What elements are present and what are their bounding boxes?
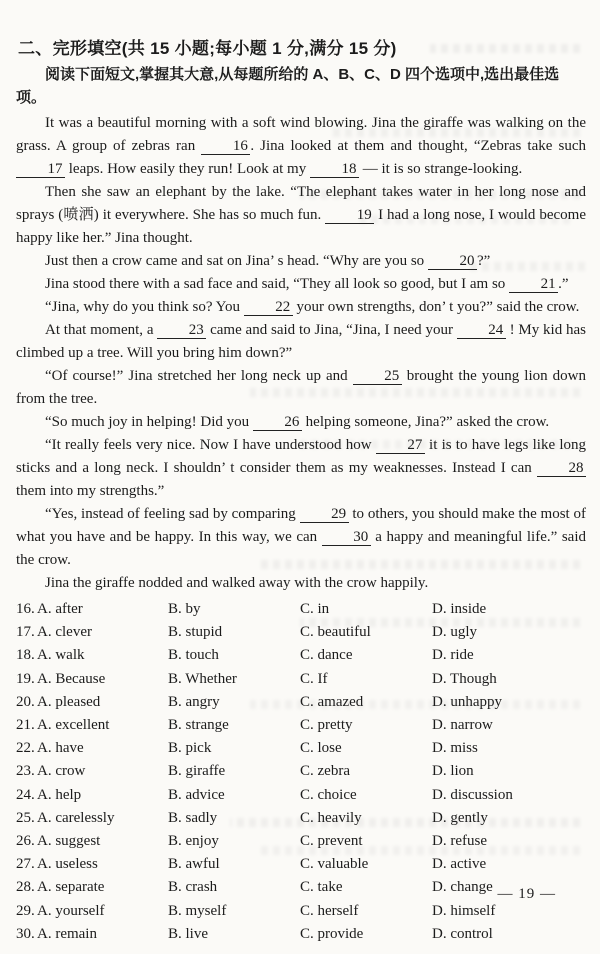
option-c: C. take — [300, 879, 343, 896]
option-c: C. beautiful — [300, 624, 371, 641]
cloze-blank-19: 19 — [325, 208, 374, 224]
option-c: C. If — [300, 670, 328, 687]
option-d: D. refuse — [432, 833, 487, 850]
option-b: B. crash — [168, 879, 218, 896]
option-d: D. Though — [432, 670, 497, 687]
option-c: C. zebra — [300, 763, 350, 780]
cloze-blank-16: 16 — [201, 139, 250, 155]
option-b: B. angry — [168, 693, 220, 710]
cloze-blank-17: 17 — [16, 162, 65, 178]
passage-paragraph: Then she saw an elephant by the lake. “The elephant takes water in her long nose and sprays (喷洒) it everywhere. She has so much fun. 19 I had a long nose, I would become happy like her.” Jina thought. — [16, 184, 586, 246]
option-c: C. heavily — [300, 809, 362, 826]
option-a: A. yourself — [37, 902, 105, 919]
question-row-25 — [16, 807, 586, 830]
passage-paragraph: It was a beautiful morning with a soft wind blowing. Jina the giraffe was walking on the grass. A group of zebras ran 16 . Jina looked at them and thought, “Zebras take such 17 leaps. How easily they run! Look at my 18 — it is so strange-looking. — [16, 115, 586, 177]
cloze-blank-18: 18 — [310, 162, 359, 178]
question-number: 21. — [16, 717, 35, 734]
question-number: 23. — [16, 763, 35, 780]
cloze-blank-22: 22 — [244, 300, 293, 316]
option-a: A. suggest — [37, 833, 101, 850]
option-d: D. miss — [432, 740, 478, 757]
question-number: 22. — [16, 740, 35, 757]
question-number: 16. — [16, 601, 35, 617]
option-a: A. excellent — [37, 717, 110, 734]
option-d: D. gently — [432, 809, 488, 826]
passage-paragraph: Jina stood there with a sad face and said, “They all look so good, but I am so 21 .” — [45, 276, 569, 292]
question-row-20 — [16, 691, 586, 714]
passage-paragraph: At that moment, a 23 came and said to Jina, “Jina, I need your 24 ! My kid has climbed up a tree. Will you bring him down?” — [16, 322, 587, 361]
option-d: D. himself — [432, 902, 496, 919]
passage-paragraph: “So much joy in helping! Did you 26 helping someone, Jina?” asked the crow. — [45, 414, 550, 430]
passage-paragraph: Just then a crow came and sat on Jina’ s head. “Why are you so 20 ?” — [45, 253, 491, 269]
passage-paragraph: “Of course!” Jina stretched her long neck up and 25 brought the young lion down from the tree. — [16, 368, 587, 407]
option-a: A. carelessly — [37, 809, 115, 826]
option-a: A. after — [37, 601, 83, 617]
option-d: D. active — [432, 856, 487, 873]
passage-paragraph: “Jina, why do you think so? You 22 your own strengths, don’ t you?” said the crow. — [45, 299, 580, 315]
option-c: C. herself — [300, 902, 359, 919]
option-b: B. enjoy — [168, 833, 219, 850]
passage-paragraph: Jina the giraffe nodded and walked away with the crow happily. — [45, 575, 429, 591]
option-a: A. separate — [37, 879, 105, 896]
question-row-29 — [16, 900, 586, 923]
option-a: A. pleased — [37, 693, 101, 710]
option-a: A. walk — [37, 647, 85, 664]
question-row-16 — [16, 598, 586, 621]
option-b: B. sadly — [168, 809, 218, 826]
cloze-blank-25: 25 — [353, 369, 402, 385]
option-c: C. prevent — [300, 833, 363, 850]
option-a: A. crow — [37, 763, 86, 780]
option-b: B. live — [168, 925, 208, 942]
question-number: 19. — [16, 670, 35, 687]
option-d: D. narrow — [432, 717, 493, 734]
cloze-blank-27: 27 — [376, 438, 425, 454]
question-number: 29. — [16, 902, 35, 919]
section-instruction: 阅读下面短文,掌握其大意,从每题所给的 A、B、C、D 四个选项中,选出最佳选项。 — [16, 66, 560, 106]
cloze-blank-24: 24 — [457, 323, 506, 339]
option-b: B. Whether — [168, 670, 237, 687]
question-row-19 — [16, 668, 586, 691]
question-row-30 — [16, 923, 586, 946]
option-c: C. choice — [300, 786, 357, 803]
question-number: 27. — [16, 856, 35, 873]
question-number: 26. — [16, 833, 35, 850]
option-d: D. control — [432, 925, 493, 942]
option-d: D. change — [432, 879, 493, 896]
cloze-blank-29: 29 — [300, 507, 349, 523]
cloze-blank-20: 20 — [428, 254, 477, 270]
cloze-blank-21: 21 — [509, 277, 558, 293]
question-number: 25. — [16, 809, 35, 826]
option-b: B. awful — [168, 856, 220, 873]
question-number: 20. — [16, 693, 35, 710]
option-a: A. have — [37, 740, 84, 757]
question-row-27 — [16, 853, 586, 876]
cloze-blank-23: 23 — [157, 323, 206, 339]
option-c: C. amazed — [300, 693, 364, 710]
option-b: B. touch — [168, 647, 219, 664]
passage-paragraph: “Yes, instead of feeling sad by comparing 29 to others, you should make the most of what you have and be happy. In this way, we can 30 a happy and meaningful life.” said the crow. — [16, 506, 586, 568]
option-d: D. lion — [432, 763, 474, 780]
passage-paragraph: “It really feels very nice. Now I have understood how 27 it is to have legs like long sticks and a long neck. I shouldn’ t consider them as my weaknesses. Instead I can 28 them into my strengths.” — [16, 437, 586, 499]
cloze-blank-30: 30 — [322, 530, 371, 546]
option-c: C. lose — [300, 740, 342, 757]
question-row-22 — [16, 737, 586, 760]
question-number: 17. — [16, 624, 35, 641]
option-d: D. discussion — [432, 786, 513, 803]
option-c: C. dance — [300, 647, 353, 664]
question-row-21 — [16, 714, 586, 737]
page-number: — 19 — — [497, 886, 556, 902]
option-c: C. in — [300, 601, 330, 617]
option-d: D. ride — [432, 647, 474, 664]
option-c: C. valuable — [300, 856, 369, 873]
cloze-passage — [16, 112, 586, 595]
option-a: A. help — [37, 786, 82, 803]
question-number: 28. — [16, 879, 35, 896]
option-a: A. Because — [37, 670, 106, 687]
question-number: 18. — [16, 647, 35, 664]
cloze-blank-26: 26 — [253, 415, 302, 431]
section-title: 二、完形填空(共 15 小题;每小题 1 分,满分 15 分) — [18, 39, 397, 58]
option-d: D. unhappy — [432, 693, 502, 710]
option-b: B. giraffe — [168, 763, 226, 780]
option-b: B. myself — [168, 902, 227, 919]
question-row-23 — [16, 760, 586, 783]
option-b: B. stupid — [168, 624, 223, 641]
question-number: 30. — [16, 925, 35, 942]
question-number: 24. — [16, 786, 35, 803]
option-b: B. advice — [168, 786, 225, 803]
option-c: C. provide — [300, 925, 364, 942]
cloze-blank-28: 28 — [537, 461, 586, 477]
option-d: D. inside — [432, 601, 487, 617]
question-row-18 — [16, 644, 586, 667]
question-row-24 — [16, 784, 586, 807]
option-b: B. strange — [168, 717, 229, 734]
option-a: A. remain — [37, 925, 97, 942]
option-c: C. pretty — [300, 717, 353, 734]
option-b: B. by — [168, 601, 201, 617]
question-row-17 — [16, 621, 586, 644]
option-a: A. useless — [37, 856, 98, 873]
option-d: D. ugly — [432, 624, 477, 641]
option-b: B. pick — [168, 740, 212, 757]
option-a: A. clever — [37, 624, 92, 641]
question-row-26 — [16, 830, 586, 853]
